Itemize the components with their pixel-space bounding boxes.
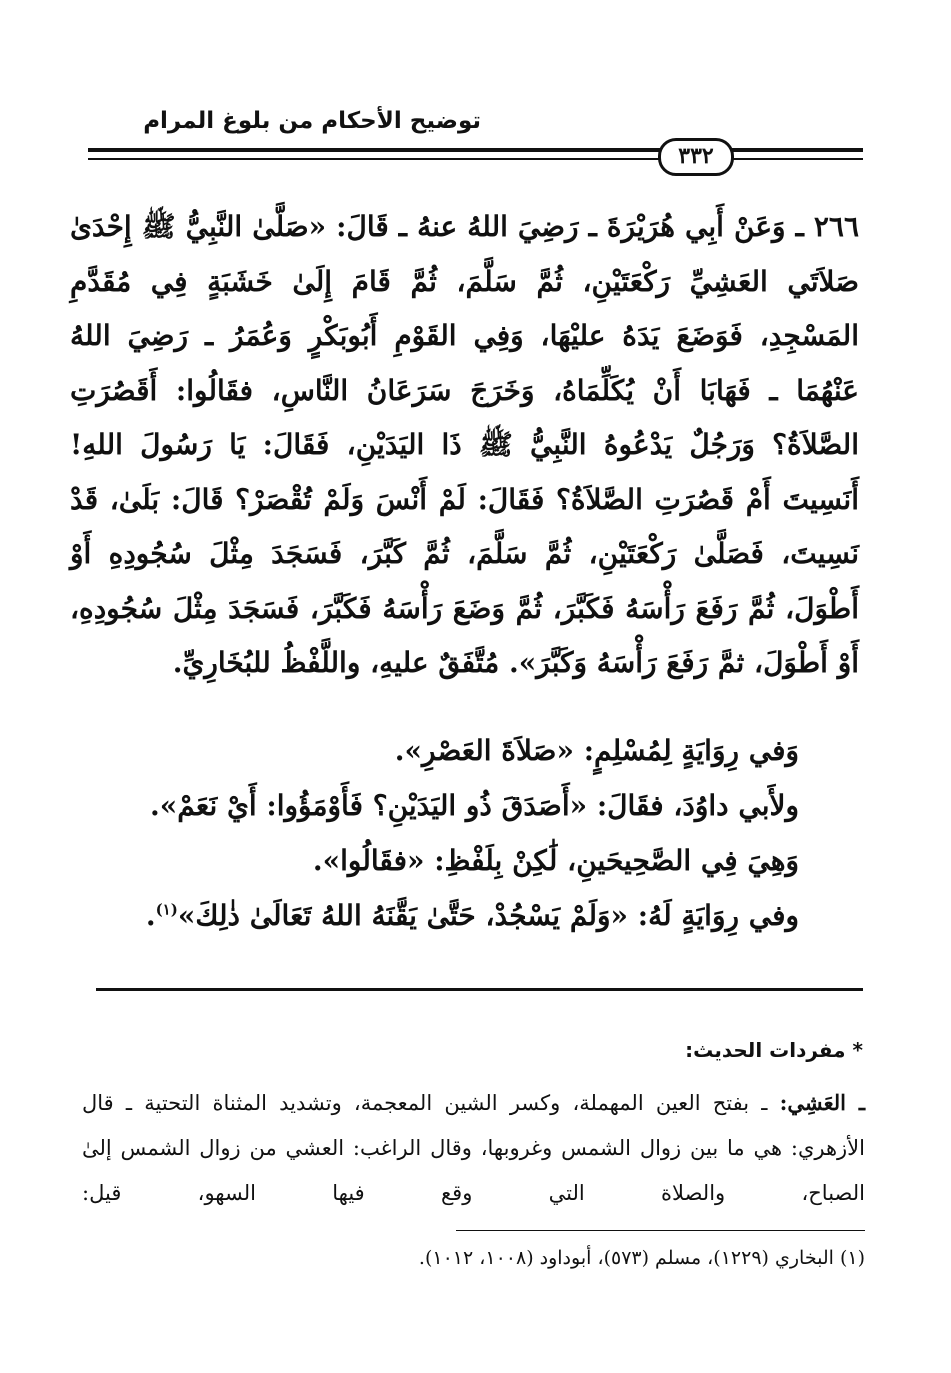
header-rule-thin — [88, 158, 863, 160]
running-title: توضيح الأحكام من بلوغ المرام — [143, 108, 481, 134]
narration-abu-dawud — [70, 789, 859, 822]
narration-suffix: . — [145, 899, 156, 932]
hadith-number-dash: ـ — [795, 210, 804, 243]
narration-text: وفي رِوَايَةٍ لَهُ: «وَلَمْ يَسْجُدْ، حَتَّىٰ يَقَّنَهُ اللهُ تَعَالَىٰ ذٰلِكَ» — [177, 899, 799, 932]
footnote: (١) البخاري (١٢٢٩)، مسلم (٥٧٣)، أبوداود (١٠٠٨، ١٠١٢). — [418, 1247, 865, 1269]
footnote-rule — [456, 1230, 865, 1231]
vocab-term: ـ العَشِي: — [779, 1090, 865, 1115]
vocab-definition: ـ بفتح العين المهملة، وكسر الشين المعجمة، وتشديد المثناة التحتية ـ قال الأزهري: هي ما بين زوال الشمس وغروبها، وقال الراغب: العشي من زوال الشمس إلىٰ الصباح، والصلاة التي وقع فيها السهو، قيل: — [82, 1091, 865, 1205]
narration-text: وَفي رِوَايَةٍ لِمُسْلِمٍ: «صَلاَةَ العَصْرِ». — [394, 734, 799, 767]
narration-text: وَهِيَ فِي الصَّحِيحَينِ، لَٰكِنْ بِلَفْظِ: «فقَالُوا». — [312, 844, 799, 877]
narration-lahu — [70, 899, 859, 932]
page-number: ٣٣٢ — [658, 138, 734, 176]
footnote-marker: (١) — [155, 900, 178, 919]
vocab-title: * مفردات الحديث: — [685, 1038, 863, 1062]
vocab-text — [82, 1080, 865, 1216]
header-rule-thick — [88, 148, 863, 152]
hadith-body: وَعَنْ أَبِي هُرَيْرَةَ ـ رَضِيَ اللهُ عنهُ ـ قَالَ: «صَلَّىٰ النَّبِيُّ ﷺ إِحْدَىٰ صَلاَتَي العَشِيِّ رَكْعَتَيْنِ، ثُمَّ سَلَّمَ، ثُمَّ قَامَ إِلَىٰ خَشَبَةٍ فِي مُقَدَّمِ المَسْجِدِ، فَوَضَعَ يَدَهُ عليْهَا، وَفِي القَوْمِ أَبُوبَكْرٍ وَعُمَرُ ـ رَضِيَ اللهُ عَنْهُمَا ـ فَهَابَا أَنْ يُكَلِّمَاهُ، وَخَرَجَ سَرَعَانُ النَّاسِ، فقَالُوا: أَقَصُرَتِ الصَّلاَةُ؟ وَرَجُلٌ يَدْعُوهُ النَّبِيُّ ﷺ ذَا اليَدَيْنِ، فَقَالَ: يَا رَسُولَ اللهِ! أَنَسِيتَ أَمْ قَصُرَتِ الصَّلاَةُ؟ فَقَالَ: لَمْ أَنْسَ وَلَمْ تُقْصَرْ؟ قَالَ: بَلَىٰ، قَدْ نَسِيتَ، فَصَلَّىٰ رَكْعَتَيْنِ، ثُمَّ سَلَّمَ، ثُمَّ كَبَّرَ، فَسَجَدَ مِثْلَ سُجُودِهِ أَوْ أَطْوَلَ، ثُمَّ رَفَعَ رَأْسَهُ فَكَبَّرَ، ثُمَّ وَضَعَ رَأْسَهُ فَكَبَّرَ، فَسَجَدَ مِثْلَ سُجُودِهِ، أَوْ أَطْوَلَ، ثمَّ رَفَعَ رَأْسَهُ وَكَبَّرَ». مُتَّفَقٌ عليهِ، واللَّفْظُ للبُخَارِيِّ. — [70, 210, 859, 679]
narration-sahihayn — [70, 844, 859, 877]
narration-text: ولأَبي داوُدَ، فقَالَ: «أَصَدَقَ ذُو اليَدَيْنِ؟ فَأَوْمَؤُوا: أَيْ نَعَمْ». — [150, 789, 799, 822]
section-separator — [96, 988, 863, 991]
narration-muslim — [70, 734, 859, 767]
hadith-text — [70, 200, 859, 691]
hadith-number: ٢٦٦ — [813, 210, 860, 243]
